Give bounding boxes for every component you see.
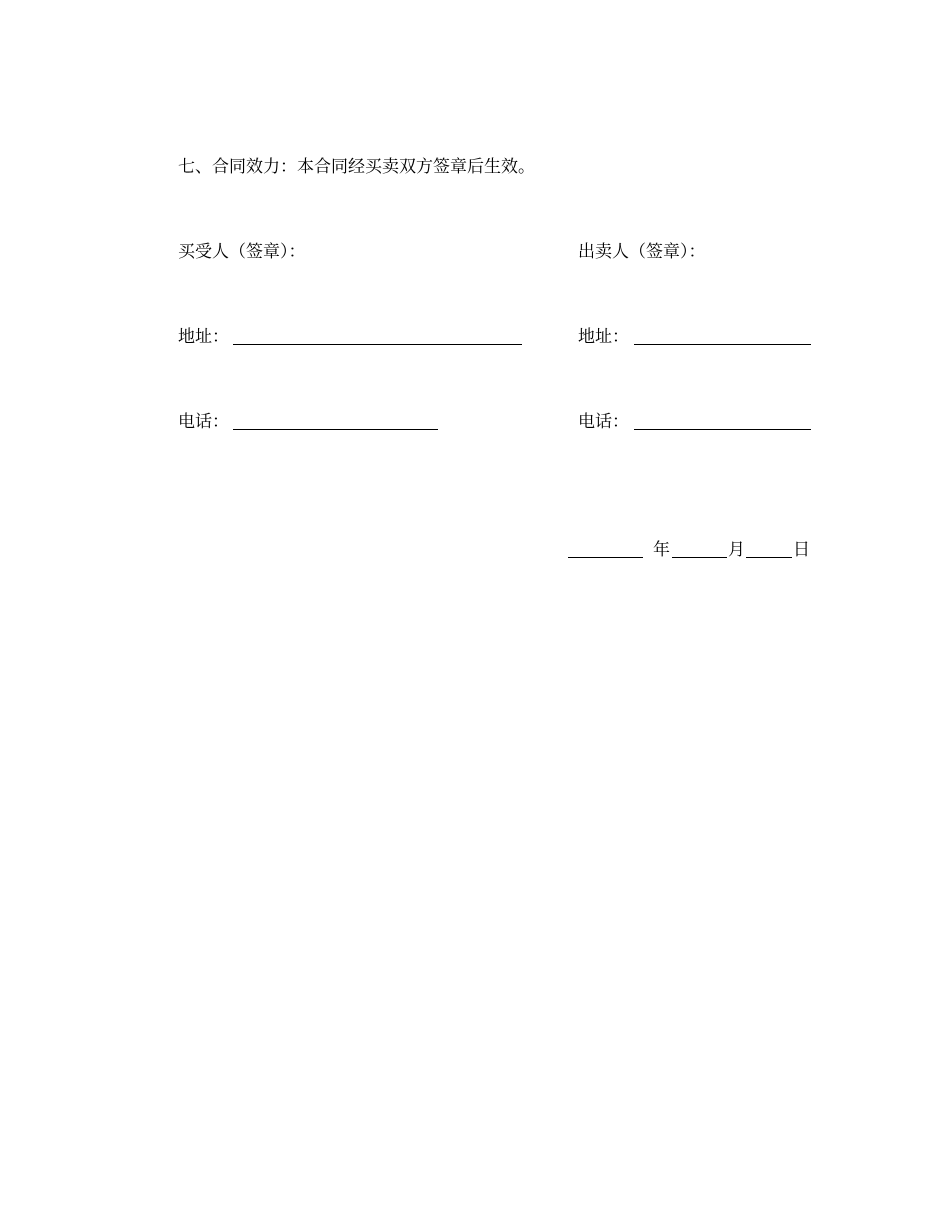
date-year-field[interactable] <box>568 557 643 558</box>
seller-address-field[interactable] <box>634 344 811 345</box>
buyer-address-field[interactable] <box>233 344 522 345</box>
date-day-label: 日 <box>793 540 810 560</box>
buyer-phone-field[interactable] <box>233 429 438 430</box>
date-month-label: 月 <box>728 540 745 560</box>
clause-7-text: 七、合同效力：本合同经买卖双方签章后生效。 <box>178 157 535 177</box>
seller-signature-label: 出卖人（签章）： <box>578 242 706 262</box>
buyer-address-label: 地址： <box>178 327 229 347</box>
date-month-field[interactable] <box>672 557 727 558</box>
seller-address-label: 地址： <box>578 327 629 347</box>
seller-phone-label: 电话： <box>578 412 629 432</box>
buyer-phone-label: 电话： <box>178 412 229 432</box>
seller-phone-field[interactable] <box>634 429 811 430</box>
date-year-label: 年 <box>653 540 670 560</box>
date-day-field[interactable] <box>746 557 792 558</box>
buyer-signature-label: 买受人（签章）： <box>178 242 306 262</box>
